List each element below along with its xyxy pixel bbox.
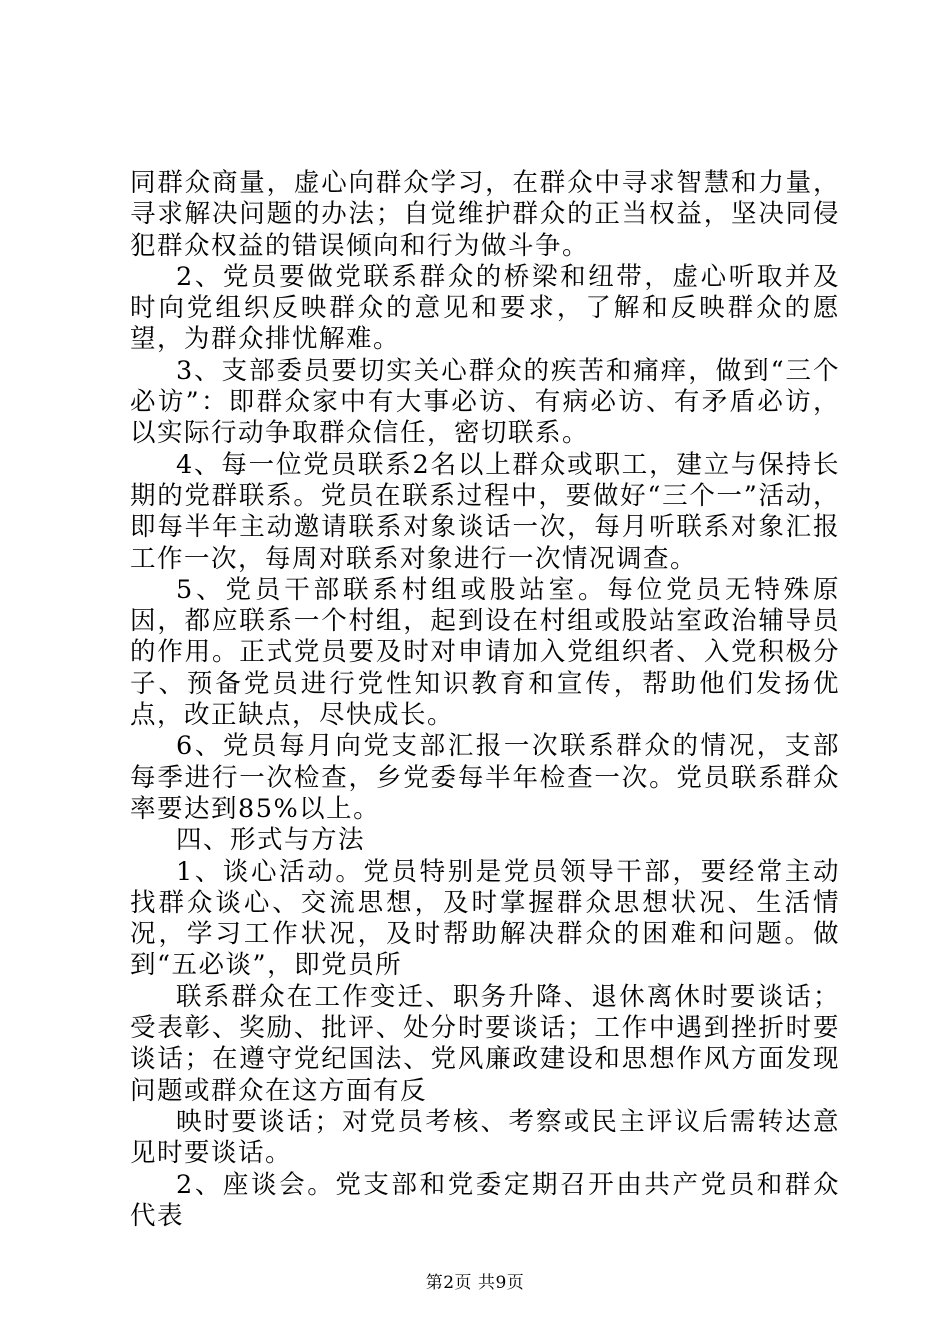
paragraph-method-1: 1、谈心活动。党员特别是党员领导干部，要经常主动找群众谈心、交流思想，及时掌握群众思想状况、生活情况，学习工作状况，及时帮助解决群众的困难和问题。做到“五必谈”，即党员所 <box>130 856 840 981</box>
paragraph-continuation: 同群众商量，虚心向群众学习，在群众中寻求智慧和力量，寻求解决问题的办法；自觉维护群众的正当权益，坚决同侵犯群众权益的错误倾向和行为做斗争。 <box>130 168 840 261</box>
paragraph-method-1-cont-b: 映时要谈话；对党员考核、考察或民主评议后需转达意见时要谈话。 <box>130 1106 840 1169</box>
paragraph-method-1-cont-a: 联系群众在工作变迁、职务升降、退休离休时要谈话；受表彰、奖励、批评、处分时要谈话；工作中遇到挫折时要谈话；在遵守党纪国法、党风廉政建设和思想作风方面发现问题或群众在这方面有反 <box>130 981 840 1106</box>
paragraph-method-2: 2、座谈会。党支部和党委定期召开由共产党员和群众代表 <box>130 1169 840 1231</box>
section-heading: 四、形式与方法 <box>176 825 366 856</box>
document-body <box>130 168 840 1232</box>
paragraph-item-4: 4、每一位党员联系2名以上群众或职工，建立与保持长期的党群联系。党员在联系过程中，要做好“三个一”活动，即每半年主动邀请联系对象谈话一次，每月听联系对象汇报工作一次，每周对联系对象进行一次情况调查。 <box>130 449 840 574</box>
paragraph-item-6: 6、党员每月向党支部汇报一次联系群众的情况，支部每季进行一次检查，乡党委每半年检查一次。党员联系群众率要达到85%以上。 <box>130 731 840 824</box>
paragraph-item-3: 3、支部委员要切实关心群众的疾苦和痛痒，做到“三个必访”：即群众家中有大事必访、有病必访、有矛盾必访，以实际行动争取群众信任，密切联系。 <box>130 355 840 449</box>
paragraph-item-5: 5、党员干部联系村组或股站室。每位党员无特殊原因，都应联系一个村组，起到设在村组或股站室政治辅导员的作用。正式党员要及时对申请加入党组织者、入党积极分子、预备党员进行党性知识教育和宣传，帮助他们发扬优点，改正缺点，尽快成长。 <box>130 574 840 731</box>
paragraph-item-2: 2、党员要做党联系群众的桥梁和纽带，虚心听取并及时向党组织反映群众的意见和要求，了解和反映群众的愿望，为群众排忧解难。 <box>130 261 840 355</box>
page-number-footer: 第2页 共9页 <box>425 1273 525 1293</box>
